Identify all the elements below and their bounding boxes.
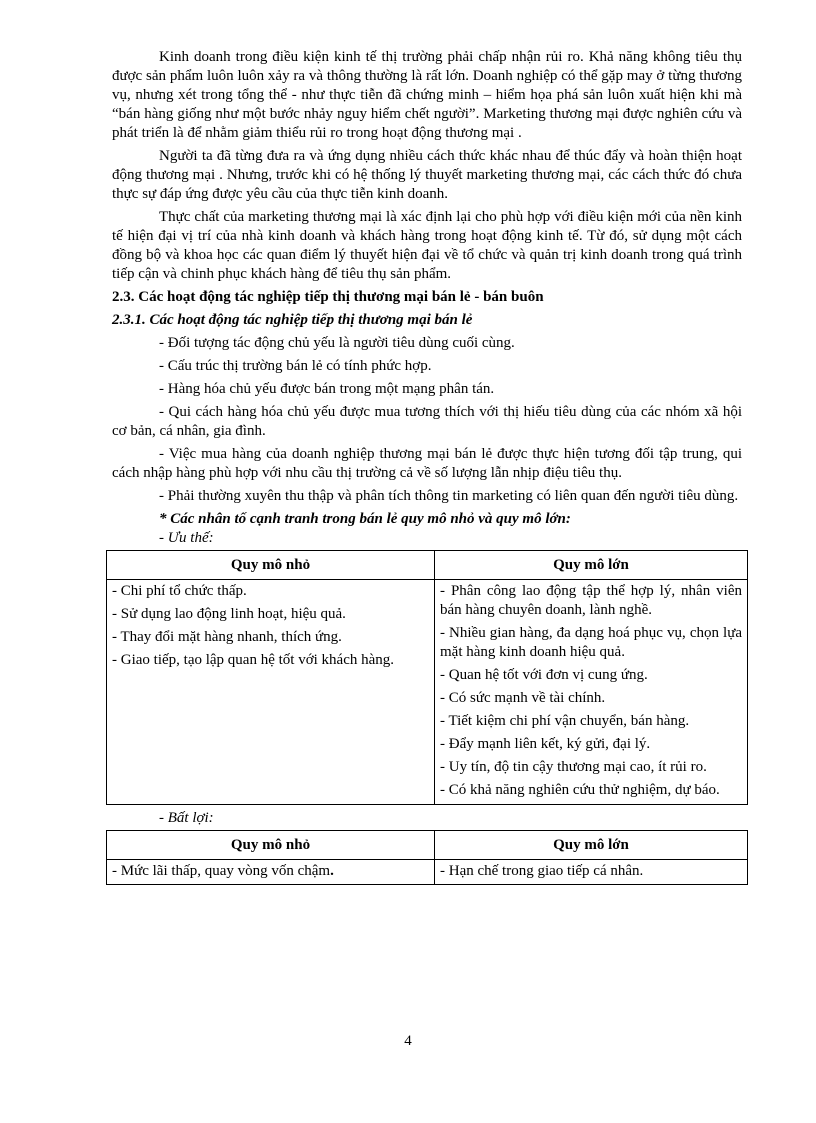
- small-scale-advantages-cell: [107, 580, 435, 805]
- list-item: - Uy tín, độ tin cậy thương mại cao, ít rủi ro.: [440, 759, 707, 775]
- bullet-item: - Đối tượng tác động chủ yếu là người tiêu dùng cuối cùng.: [159, 335, 515, 351]
- page-number: 4: [404, 1033, 412, 1049]
- disadvantages-table: [106, 830, 748, 885]
- bullet-item: - Hàng hóa chủ yếu được bán trong một mạng phân tán.: [159, 381, 495, 397]
- large-scale-disadvantage-cell: - Hạn chế trong giao tiếp cá nhân.: [435, 860, 748, 885]
- intro-paragraph-3: Thực chất của marketing thương mại là xác định lại cho phù hợp với điều kiện mới của nền kinh tế hiện đại vị trí của nhà kinh doanh và khách hàng trong hoạt động kinh tế. Từ đó, sử dụng một cách đồng bộ và khoa học các quan điểm lý thuyết hiện đại về tổ chức và quản trị kinh doanh trong quá trình tiếp cận và chinh phục khách hàng để tiêu thụ sản phẩm.: [112, 209, 742, 282]
- list-item: - Nhiều gian hàng, đa dạng hoá phục vụ, chọn lựa mặt hàng kinh doanh hiệu quả.: [440, 625, 742, 660]
- small-scale-disadvantage-cell: [107, 860, 435, 885]
- list-item: - Quan hệ tốt với đơn vị cung ứng.: [440, 667, 648, 683]
- list-item: - Đẩy mạnh liên kết, ký gửi, đại lý.: [440, 736, 651, 752]
- subsection-heading: 2.3.1. Các hoạt động tác nghiệp tiếp thị thương mại bán lẻ: [112, 312, 473, 328]
- bullet-item: - Việc mua hàng của doanh nghiệp thương mại bán lẻ được thực hiện tương đối tập trung, qui cách nhập hàng phù hợp với nhu cầu thị trường cả về số lượng lẫn nhịp điệu tiêu thụ.: [112, 446, 742, 481]
- header-small-scale: Quy mô nhỏ: [107, 551, 435, 580]
- small-scale-disadvantage-text: - Mức lãi thấp, quay vòng vốn chậm: [112, 863, 331, 879]
- header-large-scale: Quy mô lớn: [435, 831, 748, 860]
- advantages-label: - Ưu thế:: [159, 530, 214, 546]
- table-row: [107, 580, 748, 805]
- list-item: - Sử dụng lao động linh hoạt, hiệu quả.: [112, 606, 346, 622]
- page-content: [112, 48, 742, 885]
- large-scale-advantages-cell: [435, 580, 748, 805]
- list-item: - Có khả năng nghiên cứu thử nghiệm, dự báo.: [440, 782, 720, 798]
- list-item: - Tiết kiệm chi phí vận chuyển, bán hàng.: [440, 713, 690, 729]
- intro-paragraph-1: Kinh doanh trong điều kiện kinh tế thị trường phải chấp nhận rủi ro. Khả năng không tiêu thụ được sản phẩm luôn luôn xảy ra và thông thường là rất lớn. Doanh nghiệp có thể gặp may ở từng thương vụ, nhưng xét trong tổng thể - như thực tiễn đã chứng minh – hiểm họa phá sản luôn xuất hiện khi mà “bán hàng giống như một bước nhảy nguy hiểm chết người”. Marketing thương mại được nghiên cứu và phát triển là để nhằm giảm thiểu rủi ro trong hoạt động thương mại .: [112, 49, 742, 141]
- section-heading: 2.3. Các hoạt động tác nghiệp tiếp thị thương mại bán lẻ - bán buôn: [112, 289, 544, 305]
- table-row: [107, 860, 748, 885]
- table-header-row: [107, 551, 748, 580]
- list-item: - Giao tiếp, tạo lập quan hệ tốt với khách hàng.: [112, 652, 395, 668]
- small-scale-disadvantage-period: .: [330, 863, 334, 879]
- list-item: - Có sức mạnh về tài chính.: [440, 690, 606, 706]
- factors-heading: * Các nhân tố cạnh tranh trong bán lẻ quy mô nhỏ và quy mô lớn:: [159, 511, 571, 527]
- header-large-scale: Quy mô lớn: [435, 551, 748, 580]
- intro-paragraph-2: Người ta đã từng đưa ra và ứng dụng nhiều cách thức khác nhau để thúc đẩy và hoàn thiện hoạt động thương mại . Nhưng, trước khi có hệ thống lý thuyết marketing thương mại, các cách thức đó chưa thực sự đáp ứng được yêu cầu của thực tiễn kinh doanh.: [112, 148, 742, 202]
- header-small-scale: Quy mô nhỏ: [107, 831, 435, 860]
- table-header-row: [107, 831, 748, 860]
- disadvantages-label: - Bất lợi:: [159, 810, 214, 826]
- list-item: - Thay đổi mặt hàng nhanh, thích ứng.: [112, 629, 342, 645]
- list-item: - Chi phí tổ chức thấp.: [112, 583, 247, 599]
- advantages-table: [106, 550, 748, 805]
- list-item: - Phân công lao động tập thể hợp lý, nhân viên bán hàng chuyên doanh, lành nghề.: [440, 583, 742, 618]
- bullet-item: - Qui cách hàng hóa chủ yếu được mua tương thích với thị hiếu tiêu dùng của các nhóm xã hội cơ bản, cá nhân, gia đình.: [112, 404, 742, 439]
- bullet-item: - Cấu trúc thị trường bán lẻ có tính phức hợp.: [159, 358, 432, 374]
- bullet-item: - Phải thường xuyên thu thập và phân tích thông tin marketing có liên quan đến người tiêu dùng.: [159, 488, 739, 504]
